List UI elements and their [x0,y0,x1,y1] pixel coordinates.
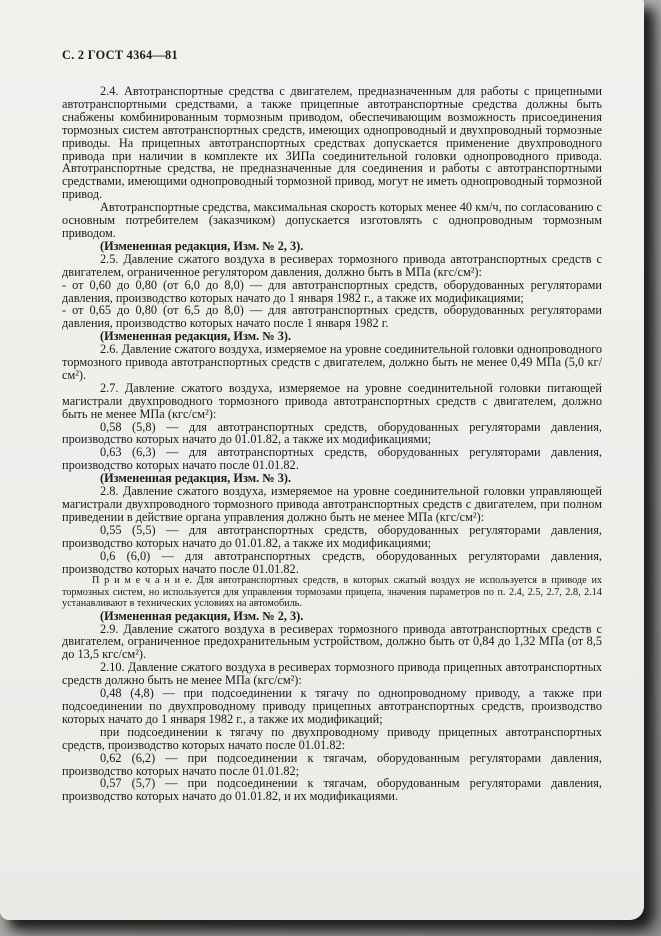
paragraph: 2.4. Автотранспортные средства с двигателем, предназначенным для работы с прицепными автотранспортными средствами, а также прицепные автотранспортные средства должны быть снабжены комбинированным тормозным приводом, обеспечивающим возможность присоединения тормозных систем автотранспортных средств, имеющих однопроводный и двухпроводный тормозные приводы. На прицепных автотранспортных средствах допускается применение двухпроводного привода при наличии в комплекте их ЗИПа соединительной головки однопроводного привода. Автотранспортные средства, не предназначенные для соединения и работы с автотранспортными средствами, имеющими однопроводный тормозной привод, могут не иметь однопроводный тормозной привод. [62,84,602,202]
paragraph: 0,63 (6,3) — для автотранспортных средств, оборудованных регуляторами давления, производство которых начато после 01.01.82. [62,445,602,473]
revision-note: (Измененная редакция, Изм. № 2, 3). [100,608,304,623]
paragraph: 2.7. Давление сжатого воздуха, измеряемое на уровне соединительной головки питающей магистрали двухпроводного тормозного привода автотранспортных средств с двигателем, должно быть не менее МПа (кгс/см²): [62,380,602,421]
paragraph: 0,58 (5,8) — для автотранспортных средств, оборудованных регуляторами давления, производство которых начато до 01.01.82, а также их модификациями; [62,419,602,447]
document-body [62,85,602,803]
paragraph: 0,6 (6,0) — для автотранспортных средств, оборудованных регуляторами давления, производство которых начато после 01.01.82. [62,548,602,576]
paragraph: 2.6. Давление сжатого воздуха, измеряемое на уровне соединительной головки однопроводного тормозного привода автотранспортных средств с двигателем, должно быть не менее 0,49 МПа (5,0 кг/см²). [62,342,602,382]
paragraph: 0,55 (5,5) — для автотранспортных средств, оборудованных регуляторами давления, производство которых начато до 01.01.82, а также их модификациями; [62,522,602,550]
paragraph: 0,57 (5,7) — при подсоединении к тягачам, оборудованным регуляторами давления, производство которых начато до 01.01.82, и их модификациями. [62,776,602,804]
paragraph: 2.9. Давление сжатого воздуха в ресиверах тормозного привода автотранспортных средств с двигателем, ограниченное предохранительным устройством, должно быть от 0,84 до 1,32 МПа (от 8,5 до 13,5 кгс/см²). [62,621,602,662]
paragraph: 2.10. Давление сжатого воздуха в ресиверах тормозного привода прицепных автотранспортных средств должно быть не менее МПа (кгс/см²): [62,660,602,688]
paragraph: при подсоединении к тягачу по двухпроводному приводу прицепных автотранспортных средств, производство которых начато после 01.01.82: [62,724,602,752]
list-item-paragraph: - от 0,65 до 0,80 (от 6,5 до 8,0) — для автотранспортных средств, оборудованных регуляторами давления, производство которых начато после 1 января 1982 г. [62,303,602,331]
list-item-paragraph: - от 0,60 до 0,80 (от 6,0 до 8,0) — для автотранспортных средств, оборудованных регуляторами давления, производство которых начато до 1 января 1982 г., а также их модификациями; [62,277,602,305]
paragraph: 0,62 (6,2) — при подсоединении к тягачам, оборудованным регуляторами давления, производство которых начато после 01.01.82; [62,750,602,778]
paragraph: Автотранспортные средства, максимальная скорость которых менее 40 км/ч, по согласованию с основным потребителем (заказчиком) допускается изготовлять с однопроводным тормозным приводом. [62,200,602,240]
page-header: С. 2 ГОСТ 4364—81 [62,48,178,62]
note-paragraph: П р и м е ч а н и е. Для автотранспортных средств, в которых сжатый воздух не используется в приводе их тормозных систем, но используется для управления тормозами прицепа, значения параметров по п. 2.4, 2.5, 2.7, 2.8, 2.14 устанавливают в технических условиях на автомобиль. [62,575,602,610]
paragraph: 2.8. Давление сжатого воздуха, измеряемое на уровне соединительной головки управляющей магистрали двухпроводного тормозного привода автотранспортных средств с двигателем, при полном приведении в действие органа управления должно быть не менее МПа (кгс/см²): [62,484,602,524]
paragraph: 0,48 (4,8) — при подсоединении к тягачу по однопроводному приводу, а также при подсоединении по двухпроводному приводу прицепных автотранспортных средств, производство которых начато до 1 января 1982 г., а также их модификаций; [62,686,602,726]
paragraph: 2.5. Давление сжатого воздуха в ресиверах тормозного привода автотранспортных средств с двигателем, ограниченное регулятором давления, должно быть в МПа (кгс/см²): [62,251,602,279]
revision-note: (Измененная редакция, Изм. № 2, 3). [100,238,304,253]
revision-note: (Измененная редакция, Изм. № 3). [100,471,292,486]
revision-note: (Измененная редакция, Изм. № 3). [100,329,292,344]
